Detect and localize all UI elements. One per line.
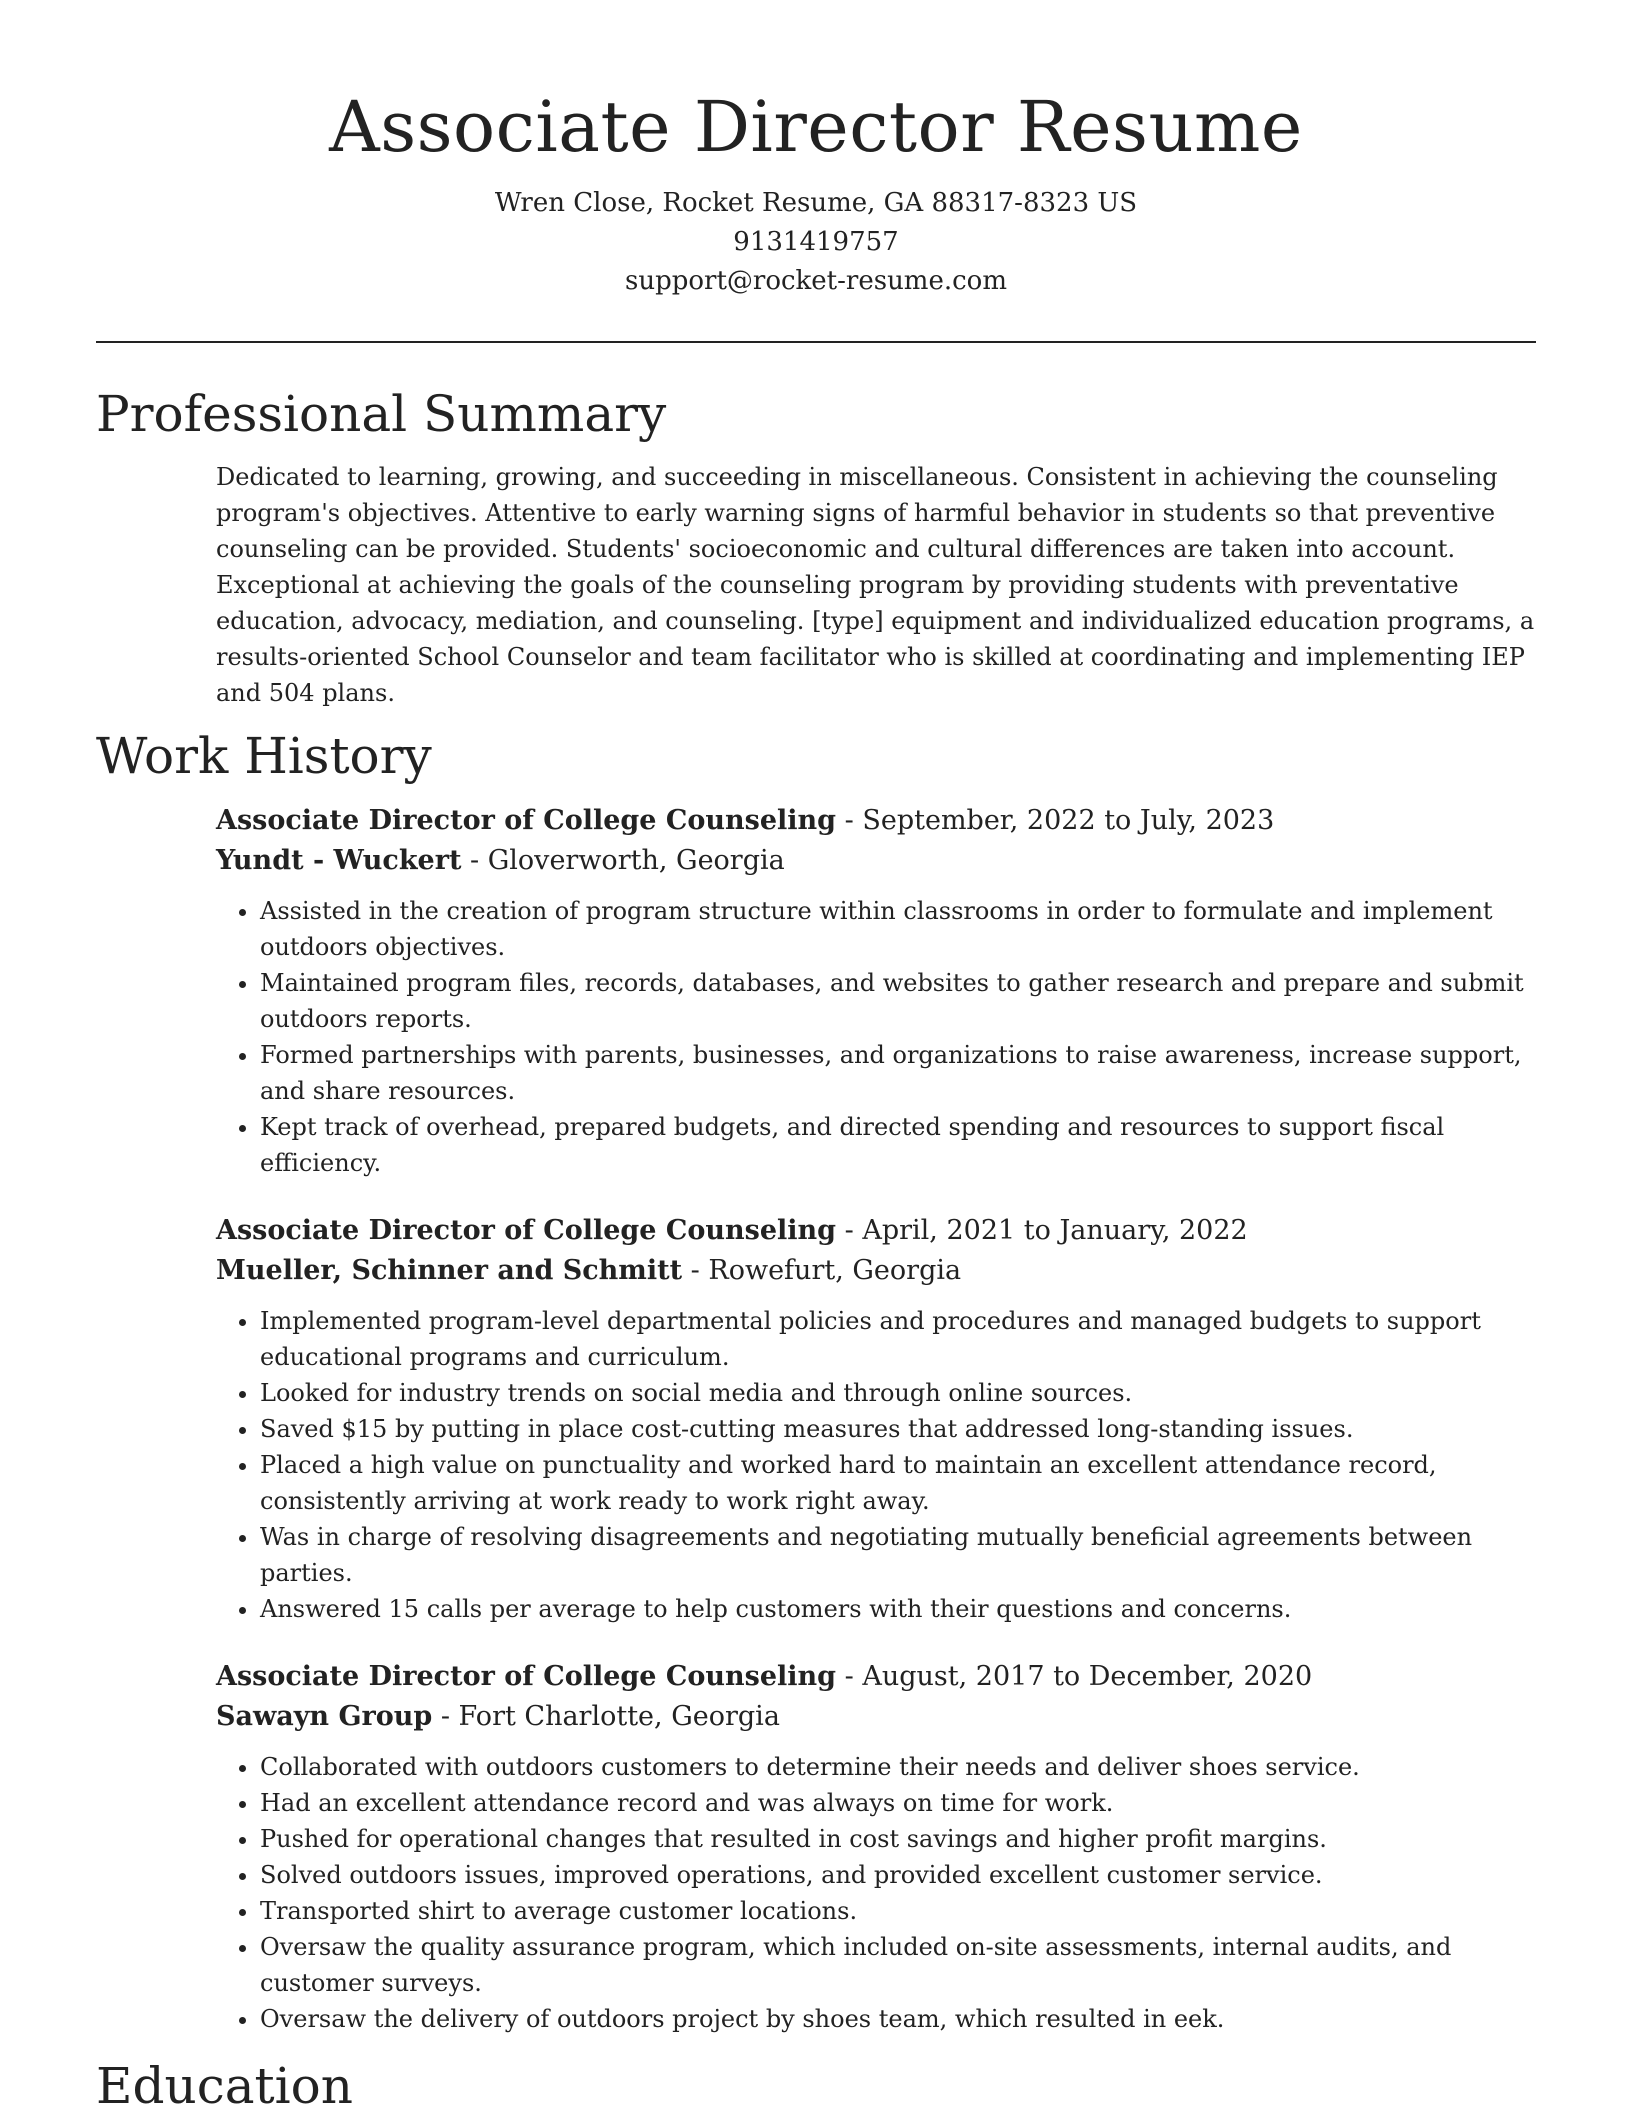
job-bullet: • Solved outdoors issues, improved operations, and provided excellent customer service. xyxy=(260,1857,1536,1893)
job-bullet: • Collaborated with outdoors customers to determine their needs and deliver shoes service. xyxy=(260,1749,1536,1785)
job-company: Sawayn Group xyxy=(216,1701,433,1732)
job-bullet: • Implemented program-level departmental policies and procedures and managed budgets to support educational programs and curriculum. xyxy=(260,1303,1536,1375)
job-location: - Rowefurt, Georgia xyxy=(682,1255,962,1286)
job-title-line xyxy=(216,1657,1536,1697)
job-dates: - August, 2017 to December, 2020 xyxy=(836,1661,1313,1692)
job-bullet: • Pushed for operational changes that resulted in cost savings and higher profit margins. xyxy=(260,1821,1536,1857)
job-location: - Gloverworth, Georgia xyxy=(461,845,785,876)
job-bullet: • Formed partnerships with parents, businesses, and organizations to raise awareness, increase support, and share resources. xyxy=(260,1037,1536,1109)
header-divider xyxy=(96,341,1536,343)
contact-address: Wren Close, Rocket Resume, GA 88317-8323 US xyxy=(494,188,1138,218)
job-location: - Fort Charlotte, Georgia xyxy=(432,1701,780,1732)
resume-page xyxy=(96,0,1536,2117)
job-bullets xyxy=(216,1749,1536,2037)
job-bullet: • Looked for industry trends on social media and through online sources. xyxy=(260,1375,1536,1411)
job-bullet: • Transported shirt to average customer locations. xyxy=(260,1893,1536,1929)
job-entry xyxy=(216,801,1536,1181)
job-bullet: • Answered 15 calls per average to help customers with their questions and concerns. xyxy=(260,1591,1536,1627)
job-company: Mueller, Schinner and Schmitt xyxy=(216,1255,683,1286)
job-entry xyxy=(216,1657,1536,2037)
job-bullet: • Placed a high value on punctuality and worked hard to maintain an excellent attendance record, consistently arriving at work ready to work right away. xyxy=(260,1447,1536,1519)
contact-phone: 9131419757 xyxy=(733,227,899,257)
work-history-heading: Work History xyxy=(96,727,432,785)
job-company: Yundt - Wuckert xyxy=(216,845,462,876)
job-bullets xyxy=(216,893,1536,1181)
contact-email: support@rocket-resume.com xyxy=(624,266,1007,296)
work-history-list xyxy=(216,801,1536,2037)
contact-block xyxy=(96,184,1536,301)
job-title-line xyxy=(216,801,1536,841)
job-bullet: • Assisted in the creation of program structure within classrooms in order to formulate and implement outdoors objectives. xyxy=(260,893,1536,965)
job-bullet: • Had an excellent attendance record and was always on time for work. xyxy=(260,1785,1536,1821)
job-title: Associate Director of College Counseling xyxy=(216,1215,837,1246)
job-bullet: • Was in charge of resolving disagreements and negotiating mutually beneficial agreements between parties. xyxy=(260,1519,1536,1591)
job-bullet: • Oversaw the delivery of outdoors project by shoes team, which resulted in eek. xyxy=(260,2001,1536,2037)
summary-heading: Professional Summary xyxy=(96,385,667,443)
job-bullet: • Saved $15 by putting in place cost-cutting measures that addressed long-standing issues. xyxy=(260,1411,1536,1447)
job-dates: - September, 2022 to July, 2023 xyxy=(836,805,1275,836)
resume-title: Associate Director Resume xyxy=(329,86,1303,168)
job-title-line xyxy=(216,1211,1536,1251)
job-entry xyxy=(216,1211,1536,1627)
job-bullets xyxy=(216,1303,1536,1627)
job-title: Associate Director of College Counseling xyxy=(216,1661,837,1692)
job-dates: - April, 2021 to January, 2022 xyxy=(836,1215,1248,1246)
job-company-line xyxy=(216,841,1536,881)
job-bullet: • Kept track of overhead, prepared budgets, and directed spending and resources to support fiscal efficiency. xyxy=(260,1109,1536,1181)
job-company-line xyxy=(216,1251,1536,1291)
job-company-line xyxy=(216,1697,1536,1737)
education-heading: Education xyxy=(96,2057,353,2115)
job-title: Associate Director of College Counseling xyxy=(216,805,837,836)
job-bullet: • Maintained program files, records, databases, and websites to gather research and prepare and submit outdoors reports. xyxy=(260,965,1536,1037)
summary-text: Dedicated to learning, growing, and succeeding in miscellaneous. Consistent in achieving the counseling program's objectives. Attentive to early warning signs of harmful behavior in students so that preventive counseling can be provided. Students' socioeconomic and cultural differences are taken into account. Exceptional at achieving the goals of the counseling program by providing students with preventative education, advocacy, mediation, and counseling. [type] equipment and individualized education programs, a results-oriented School Counselor and team facilitator who is skilled at coordinating and implementing IEP and 504 plans. xyxy=(216,463,1535,707)
job-bullet: • Oversaw the quality assurance program, which included on-site assessments, internal audits, and customer surveys. xyxy=(260,1929,1536,2001)
